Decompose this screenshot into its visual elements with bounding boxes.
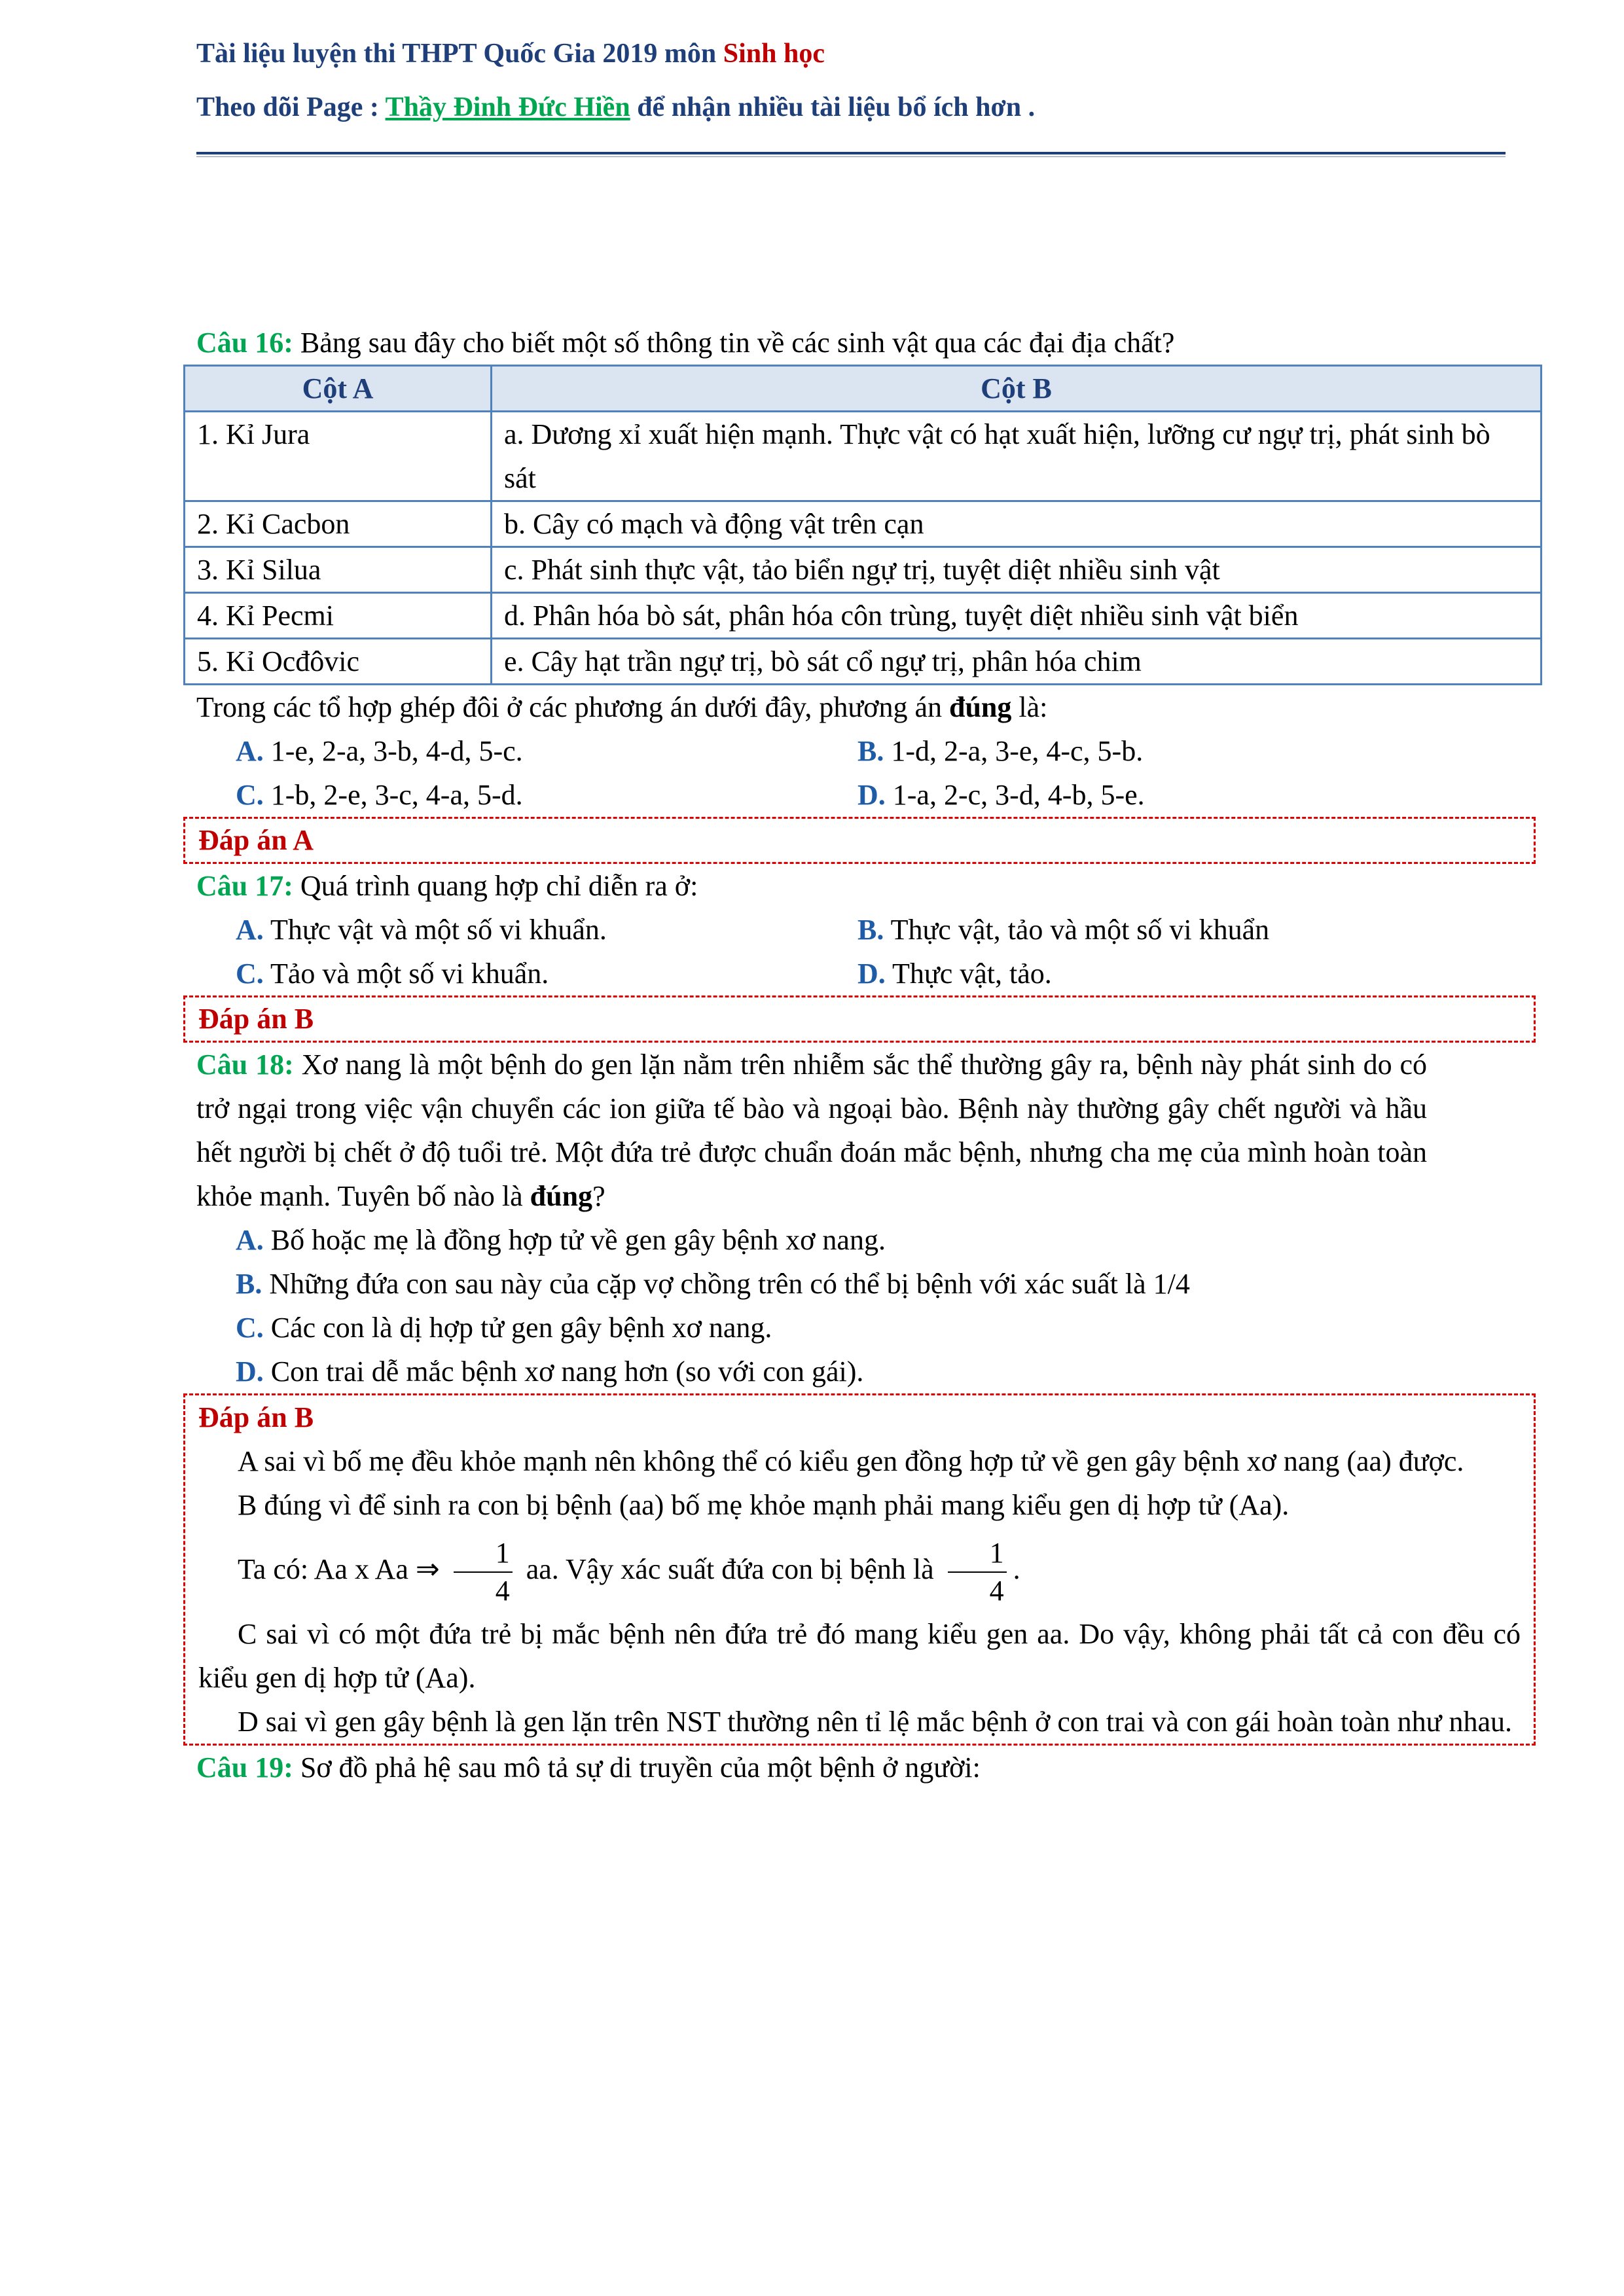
prompt-bold: đúng — [948, 691, 1012, 723]
option-d[interactable] — [857, 773, 1466, 817]
table-header-col-a: Cột A — [185, 366, 492, 412]
option-text: Các con là dị hợp tử gen gây bệnh xơ nang. — [263, 1312, 772, 1344]
answer-label: Đáp án B — [198, 1401, 314, 1433]
explanation-b: B đúng vì để sinh ra con bị bệnh (aa) bố mẹ khỏe mạnh phải mang kiểu gen dị hợp tử (Aa). — [238, 1489, 1290, 1521]
table-header-row — [185, 366, 1542, 412]
option-text: Bố hoặc mẹ là đồng hợp tử về gen gây bệnh xơ nang. — [263, 1224, 886, 1256]
geologic-era-table — [183, 365, 1542, 685]
question-label: Câu 19: — [196, 1751, 293, 1784]
option-b[interactable] — [857, 908, 1466, 952]
header-subject: Sinh học — [723, 39, 825, 69]
option-a[interactable] — [236, 908, 857, 952]
implies-symbol: ⇒ — [415, 1552, 440, 1586]
option-letter: B. — [236, 1268, 262, 1300]
table-cell: 3. Kỉ Silua — [185, 547, 492, 593]
explanation-c: C sai vì có một đứa trẻ bị mắc bệnh nên đứa trẻ đó mang kiểu gen aa. Do vậy, không phải tất cả con đều có kiểu gen dị hợp tử (Aa). — [198, 1618, 1521, 1694]
question-text: Xơ nang là một bệnh do gen lặn nằm trên nhiễm sắc thể thường gây ra, bệnh này phát sinh do có trở ngại trong việc vận chuyển các ion giữa tế bào và ngoại bào. Bệnh này thường gây chết người và hầu hết người bị chết ở độ tuổi trẻ. Một đứa trẻ được chuẩn đoán mắc bệnh, nhưng cha mẹ của mình hoàn toàn khỏe mạnh. Tuyên bố nào là — [196, 1049, 1428, 1212]
table-row — [185, 501, 1542, 547]
option-letter: D. — [857, 958, 886, 990]
option-letter: B. — [857, 914, 884, 946]
question-label: Câu 16: — [196, 327, 293, 359]
calc-end: . — [1013, 1553, 1020, 1585]
answer-label: Đáp án B — [198, 1003, 314, 1035]
option-letter: D. — [236, 1355, 264, 1388]
document-body — [196, 321, 1521, 1789]
table-cell: a. Dương xỉ xuất hiện mạnh. Thực vật có hạt xuất hiện, lưỡng cư ngự trị, phát sinh bò sát — [492, 412, 1542, 501]
options-grid — [196, 729, 1427, 817]
option-c[interactable] — [196, 1306, 1427, 1350]
options-grid — [196, 908, 1427, 996]
answer-box — [183, 1393, 1536, 1746]
option-letter: A. — [236, 914, 264, 946]
table-cell: 4. Kỉ Pecmi — [185, 593, 492, 639]
option-text: Thực vật, tảo và một số vi khuẩn — [884, 914, 1270, 946]
option-text: 1-a, 2-c, 3-d, 4-b, 5-e. — [885, 779, 1145, 811]
question-suffix: ? — [592, 1180, 605, 1212]
fraction-numerator: 1 — [454, 1535, 513, 1573]
table-cell: e. Cây hạt trần ngự trị, bò sát cổ ngự trị, phân hóa chim — [492, 639, 1542, 685]
option-letter: A. — [236, 1224, 264, 1256]
header-divider — [196, 152, 1506, 154]
option-b[interactable] — [196, 1262, 1427, 1306]
header-title — [196, 38, 825, 69]
fraction-denominator: 4 — [495, 1574, 510, 1607]
calc-mid: aa. Vậy xác suất đứa con bị bệnh là — [518, 1553, 941, 1585]
question-bold: đúng — [530, 1180, 593, 1212]
option-text: 1-e, 2-a, 3-b, 4-d, 5-c. — [263, 735, 523, 767]
option-a[interactable] — [196, 1218, 1427, 1262]
table-row — [185, 547, 1542, 593]
question-text: Quá trình quang hợp chỉ diễn ra ở: — [293, 870, 698, 902]
table-cell: b. Cây có mạch và động vật trên cạn — [492, 501, 1542, 547]
table-cell: 1. Kỉ Jura — [185, 412, 492, 501]
header-follow-prefix: Theo dõi Page : — [196, 92, 386, 122]
option-text: Những đứa con sau này của cặp vợ chồng trên có thể bị bệnh với xác suất là 1/4 — [262, 1268, 1190, 1300]
option-text: Thực vật và một số vi khuẩn. — [263, 914, 607, 946]
fraction — [948, 1535, 1007, 1609]
question-18 — [196, 1043, 1521, 1746]
question-19 — [196, 1746, 1427, 1789]
table-row — [185, 593, 1542, 639]
header-follow — [196, 92, 1035, 123]
option-letter: C. — [236, 1312, 264, 1344]
option-d[interactable] — [857, 952, 1466, 996]
header-divider-thin — [196, 156, 1506, 157]
option-c[interactable] — [236, 952, 857, 996]
option-letter: A. — [236, 735, 264, 767]
table-cell: d. Phân hóa bò sát, phân hóa côn trùng, tuyệt diệt nhiều sinh vật biển — [492, 593, 1542, 639]
header-follow-suffix: để nhận nhiều tài liệu bổ ích hơn . — [630, 92, 1036, 122]
header-title-prefix: Tài liệu luyện thi THPT Quốc Gia 2019 môn — [196, 39, 723, 69]
explanation-a: A sai vì bố mẹ đều khỏe mạnh nên không thể có kiểu gen đồng hợp tử về gen gây bệnh xơ nang (aa) được. — [238, 1445, 1464, 1477]
option-text: Thực vật, tảo. — [885, 958, 1052, 990]
question-text: Sơ đồ phả hệ sau mô tả sự di truyền của một bệnh ở người: — [293, 1751, 981, 1784]
answer-box — [183, 817, 1536, 864]
option-text: Tảo và một số vi khuẩn. — [263, 958, 549, 990]
question-label: Câu 18: — [196, 1049, 294, 1081]
option-a[interactable] — [236, 729, 857, 773]
explanation-calc — [198, 1527, 1521, 1612]
option-c[interactable] — [236, 773, 857, 817]
table-header-col-b: Cột B — [492, 366, 1542, 412]
calc-prefix: Ta có: Aa x Aa — [238, 1553, 416, 1585]
option-letter: D. — [857, 779, 886, 811]
option-d[interactable] — [196, 1350, 1427, 1393]
option-text: 1-d, 2-a, 3-e, 4-c, 5-b. — [884, 735, 1144, 767]
prompt-suffix: là: — [1011, 691, 1048, 723]
table-cell: 2. Kỉ Cacbon — [185, 501, 492, 547]
prompt-prefix: Trong các tổ hợp ghép đôi ở các phương án dưới đây, phương án — [196, 691, 949, 723]
question-label: Câu 17: — [196, 870, 293, 902]
option-letter: C. — [236, 779, 264, 811]
question-16 — [196, 321, 1490, 864]
table-row — [185, 639, 1542, 685]
option-b[interactable] — [857, 729, 1466, 773]
answer-label: Đáp án A — [198, 824, 314, 856]
table-cell: c. Phát sinh thực vật, tảo biển ngự trị, tuyệt diệt nhiều sinh vật — [492, 547, 1542, 593]
question-prompt — [196, 685, 1427, 729]
fraction-denominator: 4 — [989, 1574, 1004, 1607]
answer-box — [183, 996, 1536, 1043]
page-link[interactable]: Thầy Đinh Đức Hiền — [385, 92, 630, 122]
question-17 — [196, 864, 1427, 1043]
question-text: Bảng sau đây cho biết một số thông tin về các sinh vật qua các đại địa chất? — [293, 327, 1175, 359]
fraction-numerator: 1 — [948, 1535, 1007, 1573]
option-letter: B. — [857, 735, 884, 767]
option-text: Con trai dễ mắc bệnh xơ nang hơn (so với con gái). — [263, 1355, 864, 1388]
explanation-d: D sai vì gen gây bệnh là gen lặn trên NST thường nên tỉ lệ mắc bệnh ở con trai và con gái hoàn toàn như nhau. — [238, 1706, 1513, 1738]
table-cell: 5. Kỉ Ocđôvic — [185, 639, 492, 685]
option-text: 1-b, 2-e, 3-c, 4-a, 5-d. — [263, 779, 523, 811]
table-row — [185, 412, 1542, 501]
option-letter: C. — [236, 958, 264, 990]
fraction — [454, 1535, 513, 1609]
